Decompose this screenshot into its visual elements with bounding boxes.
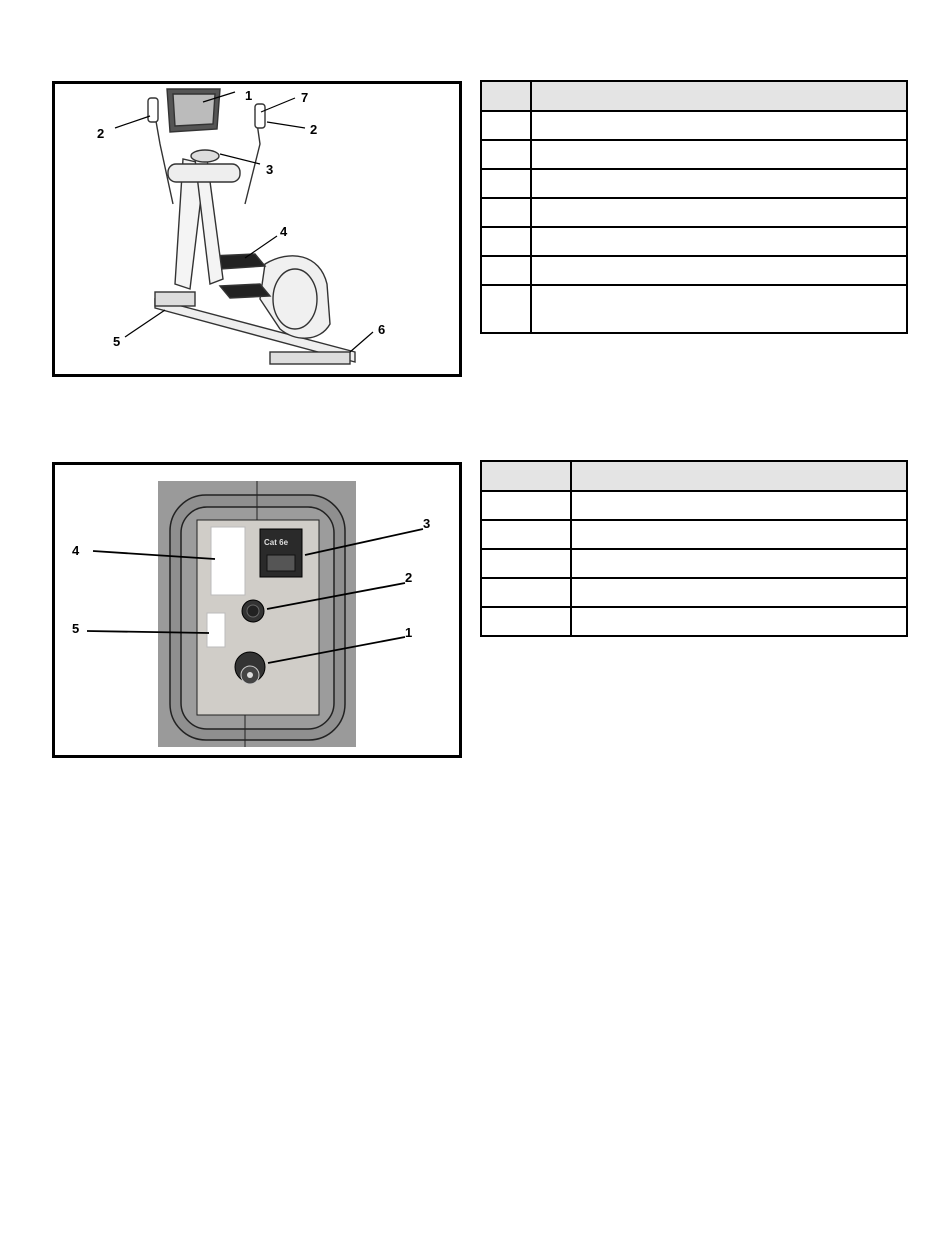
elliptical-illustration: [55, 84, 459, 374]
table-row: [481, 549, 907, 578]
connector-panel-figure: [52, 462, 462, 758]
header-description: [571, 461, 907, 491]
port-label: Cat 6e: [264, 538, 289, 547]
cell-number: [481, 256, 531, 285]
table-row: [481, 227, 907, 256]
cell-number: [481, 111, 531, 140]
cell-description: [571, 491, 907, 520]
cell-description: [571, 607, 907, 636]
cell-number: [481, 491, 571, 520]
table-row: [481, 285, 907, 333]
header-number: [481, 461, 571, 491]
cell-description: [571, 578, 907, 607]
cell-number: [481, 520, 571, 549]
callout-6: 6: [378, 322, 386, 337]
header-description: [531, 81, 907, 111]
table-row: [481, 169, 907, 198]
callout-3: 3: [266, 162, 274, 177]
callout-5: 5: [113, 334, 121, 349]
callout-3: 3: [423, 516, 431, 531]
cell-description: [531, 227, 907, 256]
callout-1: 1: [245, 88, 253, 103]
cell-number: [481, 578, 571, 607]
callout-2: 2: [405, 570, 413, 585]
cell-number: [481, 140, 531, 169]
callout-1: 1: [405, 625, 413, 640]
cell-number: [481, 549, 571, 578]
header-number: [481, 81, 531, 111]
callout-2-left: 2: [97, 126, 105, 141]
table-row: [481, 607, 907, 636]
cell-description: [531, 140, 907, 169]
callout-4: 4: [72, 543, 80, 558]
cell-number: [481, 198, 531, 227]
callout-5: 5: [72, 621, 80, 636]
connector-panel-illustration: [55, 465, 459, 755]
overview-parts-table: [480, 80, 908, 334]
cell-description: [531, 169, 907, 198]
cell-description: [571, 549, 907, 578]
cell-number: [481, 285, 531, 333]
cell-description: [531, 285, 907, 333]
callout-7: 7: [301, 90, 309, 105]
cell-description: [531, 256, 907, 285]
cell-description: [571, 520, 907, 549]
cell-description: [531, 111, 907, 140]
table-header-row: [481, 461, 907, 491]
callout-4: 4: [280, 224, 288, 239]
cell-description: [531, 198, 907, 227]
table-row: [481, 111, 907, 140]
table-row: [481, 198, 907, 227]
elliptical-overview-figure: [52, 81, 462, 377]
table-row: [481, 140, 907, 169]
cell-number: [481, 169, 531, 198]
connector-parts-table: [480, 460, 908, 637]
table-header-row: [481, 81, 907, 111]
table-row: [481, 491, 907, 520]
table-row: [481, 578, 907, 607]
cell-number: [481, 607, 571, 636]
callout-2-right: 2: [310, 122, 318, 137]
table-row: [481, 256, 907, 285]
table-row: [481, 520, 907, 549]
cell-number: [481, 227, 531, 256]
